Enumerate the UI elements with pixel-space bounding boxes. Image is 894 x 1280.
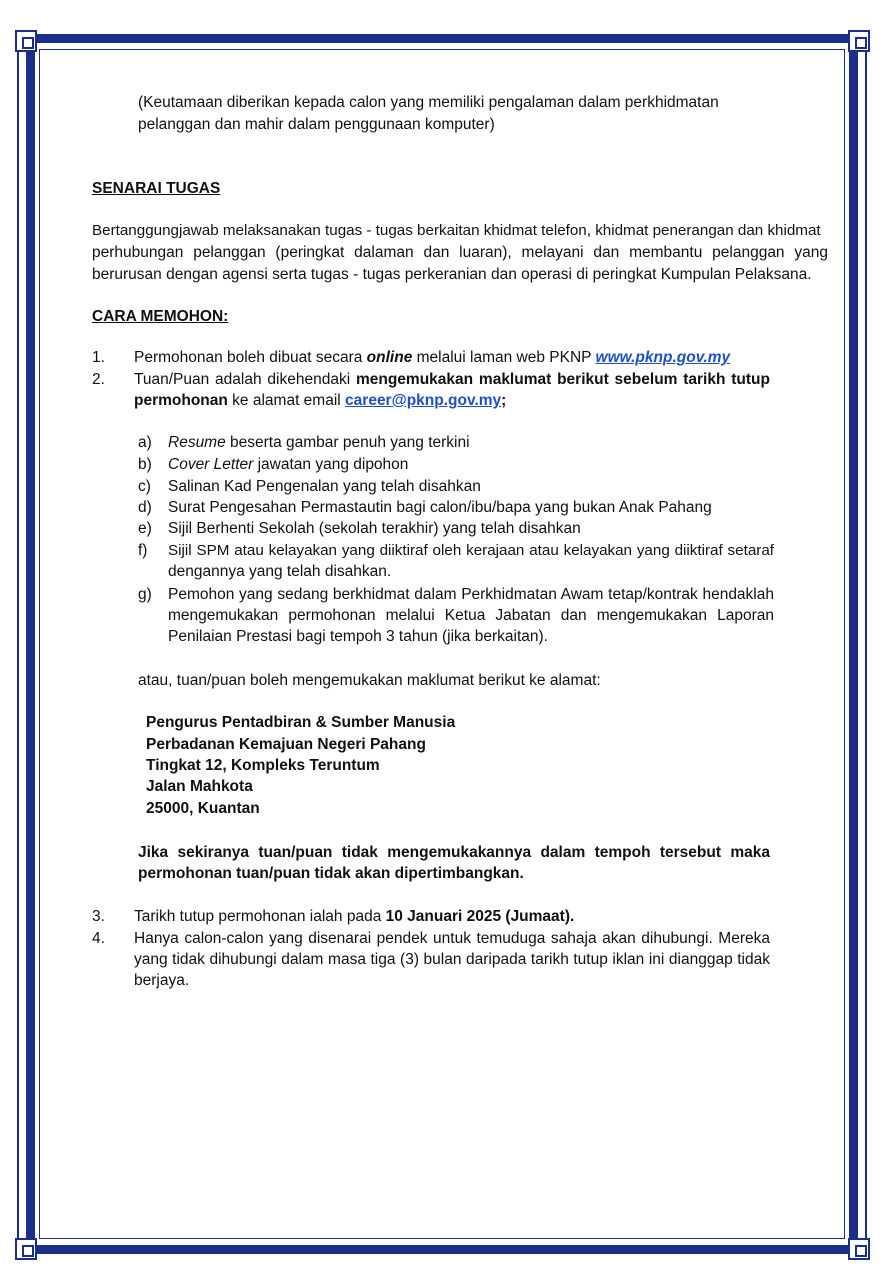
doc-item-d: [138, 497, 712, 518]
doc-letter: g): [138, 586, 152, 603]
warning-line-2: permohonan tuan/puan tidak akan dipertimbangkan.: [138, 865, 524, 882]
address-line-2: Perbadanan Kemajuan Negeri Pahang: [146, 736, 426, 753]
duties-line-2: perhubungan pelanggan (peringkat dalaman dan luaran), melayani dan membantu pelanggan yang: [92, 244, 828, 261]
doc-letter: b): [138, 456, 152, 473]
page-border-top-band: [17, 34, 867, 43]
apply-item-4: [92, 928, 770, 991]
item-2-bold-2: permohonan: [134, 392, 228, 409]
duties-heading: SENARAI TUGAS: [92, 180, 221, 197]
corner-ornament-top-right: [848, 30, 870, 52]
address-line-4: Jalan Mahkota: [146, 778, 253, 795]
item-2-line-1: [134, 369, 770, 390]
doc-letter: e): [138, 520, 152, 537]
item-1-mid: melalui laman web PKNP: [412, 349, 596, 366]
apply-item-1: [92, 347, 730, 368]
closing-date: 10 Januari 2025 (Jumaat).: [385, 908, 575, 925]
item-number: 2.: [92, 371, 105, 388]
doc-g-line-1: Pemohon yang sedang berkhidmat dalam Perkhidmatan Awam tetap/kontrak hendaklah: [168, 586, 774, 603]
item-2-line-2: [134, 390, 770, 411]
corner-ornament-bottom-left: [15, 1238, 37, 1260]
item-2-text: [134, 369, 770, 411]
doc-item-c: [138, 476, 481, 497]
doc-letter: c): [138, 478, 151, 495]
doc-item-a: [138, 432, 470, 453]
corner-ornament-bottom-right: [848, 1238, 870, 1260]
career-email-link[interactable]: career@pknp.gov.my: [345, 392, 502, 409]
duties-line-3: berurusan dengan agensi serta tugas - tugas perkeranian dan operasi di peringkat Kumpulan Pelaksana.: [92, 266, 812, 283]
item-2-mid: ke alamat email: [227, 392, 346, 409]
apply-item-3: [92, 906, 574, 927]
warning-line-1: Jika sekiranya tuan/puan tidak mengemukakannya dalam tempoh tersebut maka: [138, 844, 770, 861]
item-1-pre: Permohonan boleh dibuat secara: [134, 349, 367, 366]
doc-b-em: Cover Letter: [168, 456, 254, 473]
address-line-3: Tingkat 12, Kompleks Teruntum: [146, 757, 380, 774]
item-4-line-1: Hanya calon-calon yang disenarai pendek untuk temuduga sahaja akan dihubungi. Mereka: [134, 930, 770, 947]
alternative-text: atau, tuan/puan boleh mengemukakan maklumat berikut ke alamat:: [138, 672, 601, 689]
doc-item-f: [138, 540, 774, 582]
doc-g-line-3: Penilaian Prestasi bagi tempoh 3 tahun (jika berkaitan).: [168, 628, 548, 645]
doc-c-text: Salinan Kad Pengenalan yang telah disahkan: [168, 478, 481, 495]
doc-e-text: Sijil Berhenti Sekolah (sekolah terakhir) yang telah disahkan: [168, 520, 581, 537]
pknp-website-link[interactable]: www.pknp.gov.my: [595, 349, 731, 366]
item-4-text: [134, 928, 770, 991]
intro-note-line-2: pelanggan dan mahir dalam penggunaan komputer): [138, 116, 495, 133]
corner-ornament-top-left: [15, 30, 37, 52]
doc-a-em: Resume: [168, 434, 226, 451]
address-line-5: 25000, Kuantan: [146, 800, 260, 817]
item-2-end: ;: [501, 392, 507, 409]
doc-g-line-2: mengemukakan permohonan melalui Ketua Jabatan dan mengemukakan Laporan: [168, 607, 774, 624]
doc-f-text: [168, 540, 774, 582]
doc-letter: a): [138, 434, 152, 451]
item-number: 3.: [92, 908, 105, 925]
doc-d-text: Surat Pengesahan Permastautin bagi calon/ibu/bapa yang bukan Anak Pahang: [168, 499, 712, 516]
item-number: 4.: [92, 930, 105, 947]
doc-item-e: [138, 518, 581, 539]
doc-g-text: [168, 584, 774, 647]
item-1-text: [134, 347, 730, 368]
doc-b-text: jawatan yang dipohon: [253, 456, 409, 473]
item-1-online: online: [366, 349, 413, 366]
doc-f-line-1: Sijil SPM atau kelayakan yang diiktiraf oleh kerajaan atau kelayakan yang diiktiraf setaraf: [168, 542, 774, 559]
doc-letter: d): [138, 499, 152, 516]
intro-note-line-1: (Keutamaan diberikan kepada calon yang memiliki pengalaman dalam perkhidmatan: [138, 94, 719, 111]
item-2-pre: Tuan/Puan adalah dikehendaki: [134, 371, 356, 388]
doc-f-line-2: dengannya yang telah disahkan.: [168, 563, 392, 580]
apply-heading: CARA MEMOHON:: [92, 308, 229, 325]
item-3-pre: Tarikh tutup permohonan ialah pada: [134, 908, 386, 925]
doc-a-text: beserta gambar penuh yang terkini: [225, 434, 470, 451]
apply-item-2: [92, 369, 770, 411]
item-4-line-3: berjaya.: [134, 972, 190, 989]
item-2-bold-1: mengemukakan maklumat berikut sebelum tarikh tutup: [355, 371, 770, 388]
doc-letter: f): [138, 542, 148, 559]
item-number: 1.: [92, 349, 105, 366]
doc-item-b: [138, 454, 408, 475]
doc-item-g: [138, 584, 774, 647]
item-4-line-2: yang tidak dihubungi dalam masa tiga (3) bulan daripada tarikh tutup iklan ini dianggap tidak: [134, 951, 770, 968]
page-border-bottom-band: [17, 1245, 867, 1254]
duties-line-1: Bertanggungjawab melaksanakan tugas - tugas berkaitan khidmat telefon, khidmat penerangan dan khidmat: [92, 222, 821, 239]
address-line-1: Pengurus Pentadbiran & Sumber Manusia: [146, 714, 456, 731]
